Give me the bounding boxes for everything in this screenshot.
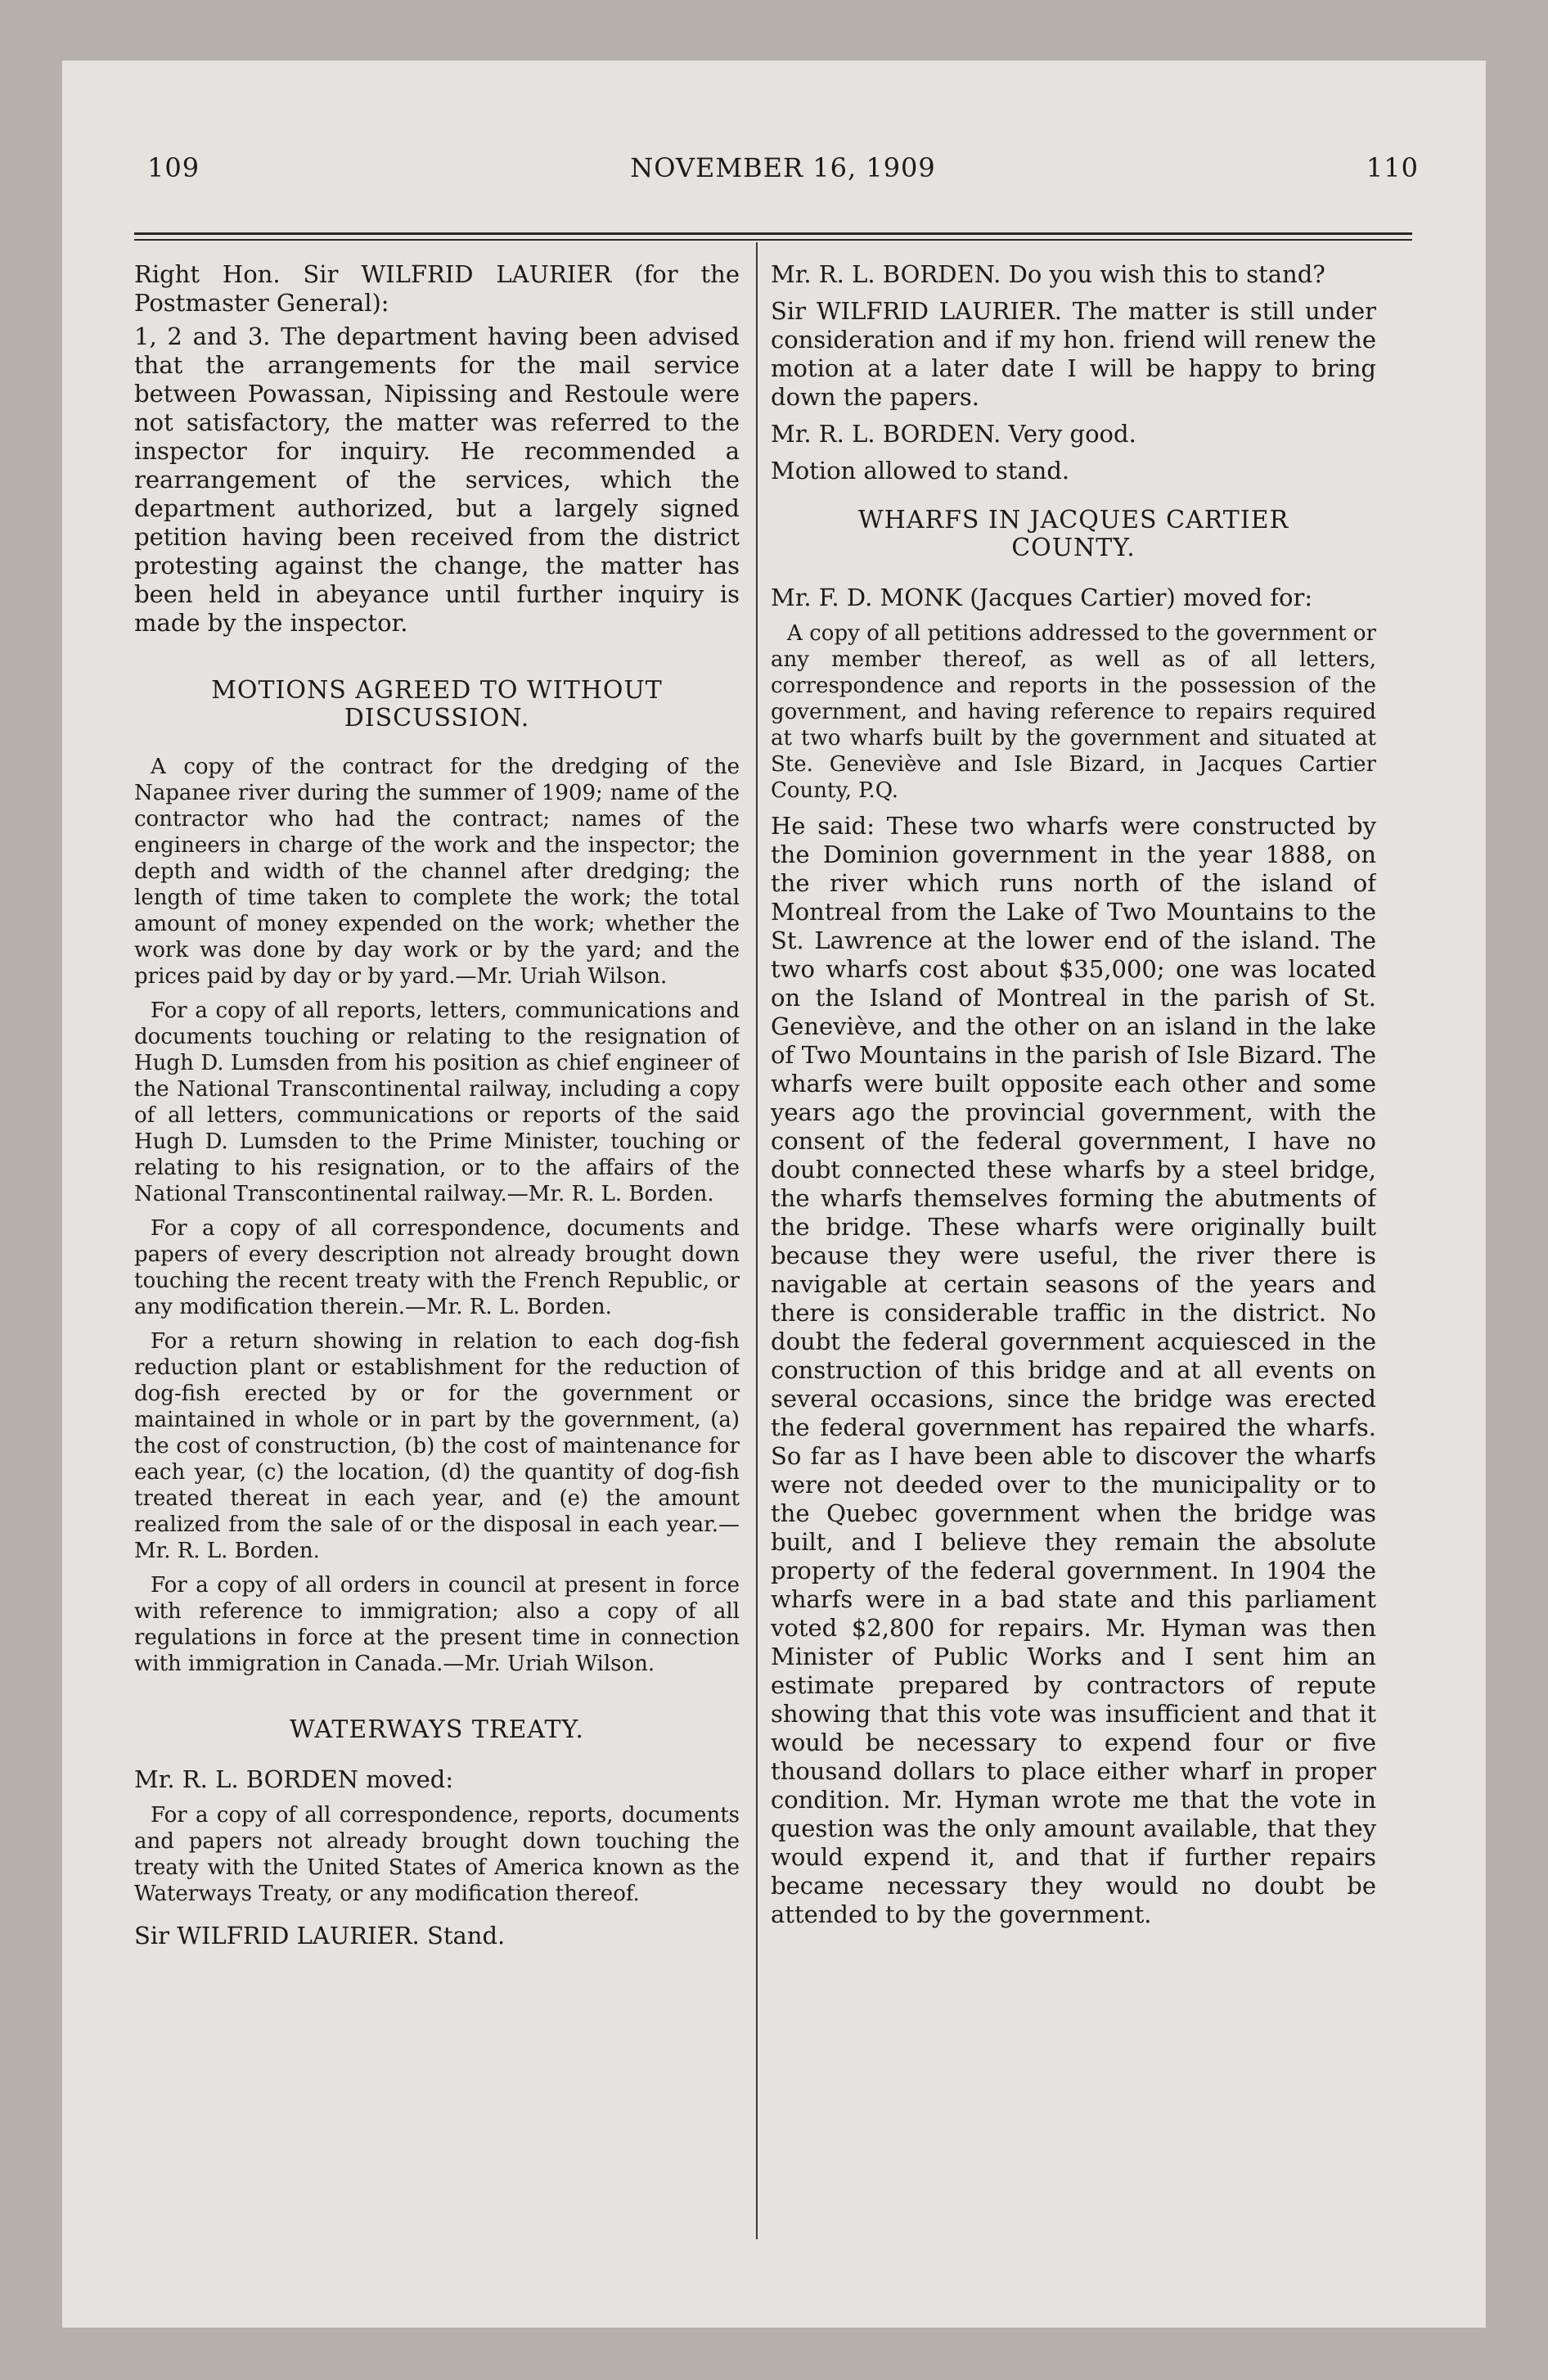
header-rule-thin xyxy=(134,239,1412,241)
motion-french-treaty: For a copy of all correspondence, documents and papers of every description not already brought down touching the recent treaty with the French Republic, or any modification therein.—Mr. R. L. Borden. xyxy=(134,1216,740,1319)
motion-allowed: Motion allowed to stand. xyxy=(771,457,1070,485)
answer-paragraph: 1, 2 and 3. The department having been advised that the arrangements for the mail service between Powassan, Nipissing and Restoule were not satisfactory, the matter was referred to the inspector for inquiry. He recommended a rearrangement of the services, which the department authorized, but a largely signed petition having been received from the district protesting against the change, the matter has been held in abeyance until further inquiry is made by the inspector. xyxy=(134,322,740,637)
page-number-left: 109 xyxy=(147,152,200,183)
borden-moved: Mr. R. L. BORDEN moved: xyxy=(134,1765,454,1793)
motion-lumsden: For a copy of all reports, letters, communications and documents touching or relating to the resignation of Hugh D. Lumsden from his position as chief engineer of the National Transcontinental railway, including a copy of all letters, communications or reports of the said Hugh D. Lumsden to the Prime Minister, touching or relating to his resignation, or to the affairs of the National Transcontinental railway.—Mr. R. L. Borden. xyxy=(134,998,740,1206)
scanned-page xyxy=(62,61,1486,2328)
header-date: NOVEMBER 16, 1909 xyxy=(630,152,936,183)
header-rule xyxy=(134,232,1412,235)
monk-speech: He said: These two wharfs were constructed by the Dominion government in the year 1888, on the river which runs north of the island of Montreal from the Lake of Two Mountains to the St. Lawrence at the lower end of the island. The two wharfs cost about $35,000; one was located on the Island of Montreal in the parish of St. Geneviève, and the other on an island in the lake of Two Mountains in the parish of Isle Bizard. The wharfs were built opposite each other and some years ago the provincial government, with the consent of the federal government, I have no doubt connected these wharfs by a steel bridge, the wharfs themselves forming the abutments of the bridge. These wharfs were originally built because they were useful, the river there is navigable at certain seasons of the years and there is considerable traffic in the district. No doubt the federal government acquiesced in the construction of this bridge and at all events on several occasions, since the bridge was erected the federal government has repaired the wharfs. So far as I have been able to discover the wharfs were not deeded over to the municipality or to the Quebec government when the bridge was built, and I believe they remain the absolute property of the federal government. In 1904 the wharfs were in a bad state and this parliament voted $2,800 for repairs. Mr. Hyman was then Minister of Public Works and I sent him an estimate prepared by contractors of repute showing that this vote was insufficient and that it would be necessary to expend four or five thousand dollars to place either wharf in proper condition. Mr. Hyman wrote me that the vote in question was the only amount available, that they would expend it, and that if further repairs became necessary they would no doubt be attended to by the government. xyxy=(771,812,1376,1928)
motion-immigration: For a copy of all orders in council at present in force with reference to immigration; also a copy of all regulations in force at the present time in connection with immigration in Canada.—Mr. Uriah Wilson. xyxy=(134,1573,740,1676)
monk-moved: Mr. F. D. MONK (Jacques Cartier) moved for: xyxy=(771,584,1313,611)
speaker-line: Right Hon. Sir WILFRID LAURIER (for the Postmaster General): xyxy=(134,260,740,317)
laurier-reply: Sir WILFRID LAURIER. The matter is still under consideration and if my hon. friend will renew the motion at a later date I will be happy to bring down the papers. xyxy=(771,297,1376,411)
section-heading-wharfs: WHARFS IN JACQUES CARTIER COUNTY. xyxy=(857,506,1289,562)
motion-dog-fish: For a return showing in relation to each dog-fish reduction plant or establishment for the reduction of dog-fish erected by or for the government or maintained in whole or in part by the government, (a) the cost of construction, (b) the cost of maintenance for each year, (c) the location, (d) the quantity of dog-fish treated thereat in each year, and (e) the amount realized from the sale of or the disposal in each year.—Mr. R. L. Borden. xyxy=(134,1329,740,1563)
right-column xyxy=(771,260,1376,2241)
laurier-stand: Sir WILFRID LAURIER. Stand. xyxy=(134,1922,506,1950)
page-header xyxy=(147,152,1419,195)
motion-wharfs: A copy of all petitions addressed to the government or any member thereof, as well as of all letters, correspondence and reports in the possession of the government, and having reference to repairs required at two wharfs built by the government and situated at Ste. Geneviève and Isle Bizard, in Jacques Cartier County, P.Q. xyxy=(771,621,1376,803)
motion-napanee: A copy of the contract for the dredging of the Napanee river during the summer of 1909; name of the contractor who had the contract; names of the engineers in charge of the work and the inspector; the depth and width of the channel after dredging; the length of time taken to complete the work; the total amount of money expended on the work; whether the work was done by day work or by the yard; and the prices paid by day or by yard.—Mr. Uriah Wilson. xyxy=(134,755,740,989)
page-number-right: 110 xyxy=(1366,152,1419,183)
column-divider xyxy=(756,242,758,2239)
section-heading-waterways: WATERWAYS TREATY. xyxy=(290,1715,584,1744)
borden-very-good: Mr. R. L. BORDEN. Very good. xyxy=(771,420,1136,448)
borden-question: Mr. R. L. BORDEN. Do you wish this to stand? xyxy=(771,260,1325,288)
section-heading-motions: MOTIONS AGREED TO WITHOUT DISCUSSION. xyxy=(211,676,663,732)
left-column xyxy=(134,260,740,2241)
motion-waterways: For a copy of all correspondence, reports, documents and papers not already brought down touching the treaty with the United States of America known as the Waterways Treaty, or any modification thereof. xyxy=(134,1803,740,1906)
